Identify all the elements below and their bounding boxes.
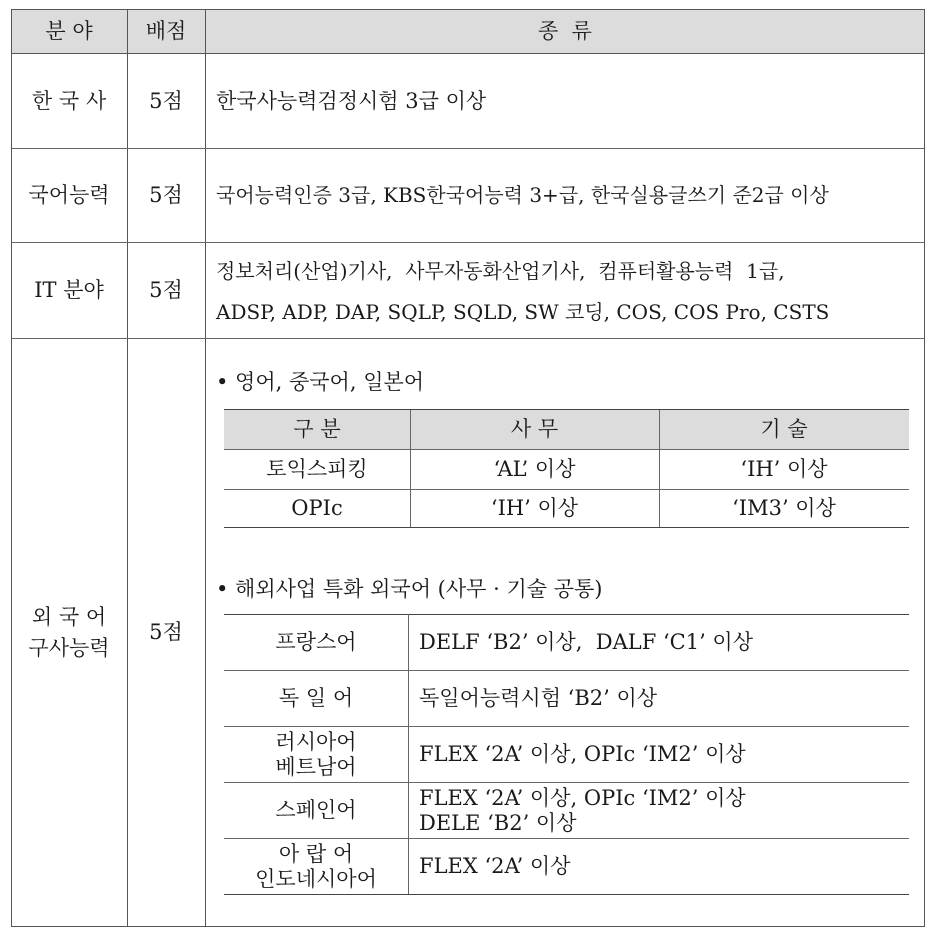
english-row-opic-technical: ‘IM3’ 이상 bbox=[732, 496, 836, 521]
row-foreign-language-points: 5점 bbox=[149, 620, 183, 645]
special-row-german-req: 독일어능력시험 ‘B2’ 이상 bbox=[419, 686, 658, 711]
english-header-technical: 기 술 bbox=[760, 417, 808, 442]
special-row-arabic-indonesian-req: FLEX ‘2A’ 이상 bbox=[419, 854, 571, 879]
row-korean-history-points: 5점 bbox=[149, 88, 183, 113]
row-korean-language-field: 국어능력 bbox=[28, 182, 110, 207]
row-it-field: IT 분야 bbox=[34, 277, 104, 302]
special-row-russian-vietnamese-req: FLEX ‘2A’ 이상, OPIc ‘IM2’ 이상 bbox=[419, 742, 746, 767]
special-row-german-lang: 독 일 어 bbox=[278, 686, 354, 711]
row-it-type-line1: 정보처리(산업)기사, 사무자동화산업기사, 컴퓨터활용능력 1급, bbox=[216, 259, 785, 283]
row-korean-history-field: 한 국 사 bbox=[31, 88, 107, 113]
special-row-spanish-req: FLEX ‘2A’ 이상, OPIc ‘IM2’ 이상 DELE ‘B2’ 이상 bbox=[419, 786, 746, 835]
special-subtable-bottom-line bbox=[224, 894, 909, 895]
english-row-opic-office: ‘IH’ 이상 bbox=[490, 496, 579, 521]
english-subtable-bottom-line bbox=[224, 527, 909, 528]
special-row-french-lang: 프랑스어 bbox=[275, 630, 357, 655]
row-korean-language-type: 국어능력인증 3급, KBS한국어능력 3+급, 한국실용글쓰기 준2급 이상 bbox=[216, 182, 829, 207]
english-row-opic-name: OPIc bbox=[291, 496, 343, 521]
english-row-toeic-speaking-technical: ‘IH’ 이상 bbox=[740, 457, 828, 482]
header-field: 분 야 bbox=[45, 19, 93, 44]
special-row-arabic-indonesian-lang: 아 랍 어 인도네시아어 bbox=[255, 842, 377, 891]
special-subtable-column-line bbox=[408, 614, 409, 894]
header-points: 배점 bbox=[145, 19, 187, 44]
header-type: 종 류 bbox=[538, 19, 592, 44]
english-row-toeic-speaking-name: 토익스피킹 bbox=[266, 457, 368, 482]
special-row-spanish-lang: 스페인어 bbox=[275, 798, 357, 823]
english-header-category: 구 분 bbox=[293, 417, 341, 442]
special-row-russian-vietnamese-lang: 러시아어 베트남어 bbox=[275, 730, 357, 779]
special-language-bullet: • 해외사업 특화 외국어 (사무 · 기술 공통) bbox=[216, 577, 603, 601]
row-foreign-language-field: 외 국 어 구사능력 bbox=[28, 605, 110, 660]
row-it-type-line2: ADSP, ADP, DAP, SQLP, SQLD, SW 코딩, COS, COS Pro, CSTS bbox=[216, 300, 830, 324]
row-korean-history-type: 한국사능력검정시험 3급 이상 bbox=[216, 88, 487, 113]
special-row-french-req: DELF ‘B2’ 이상, DALF ‘C1’ 이상 bbox=[419, 630, 753, 655]
column-divider bbox=[205, 9, 206, 927]
english-header-office: 사 무 bbox=[510, 417, 559, 442]
english-bullet: • 영어, 중국어, 일본어 bbox=[216, 370, 425, 394]
row-it-points: 5점 bbox=[149, 277, 183, 302]
row-korean-language-points: 5점 bbox=[149, 182, 183, 207]
english-row-toeic-speaking-office: ‘AL’ 이상 bbox=[493, 457, 576, 482]
